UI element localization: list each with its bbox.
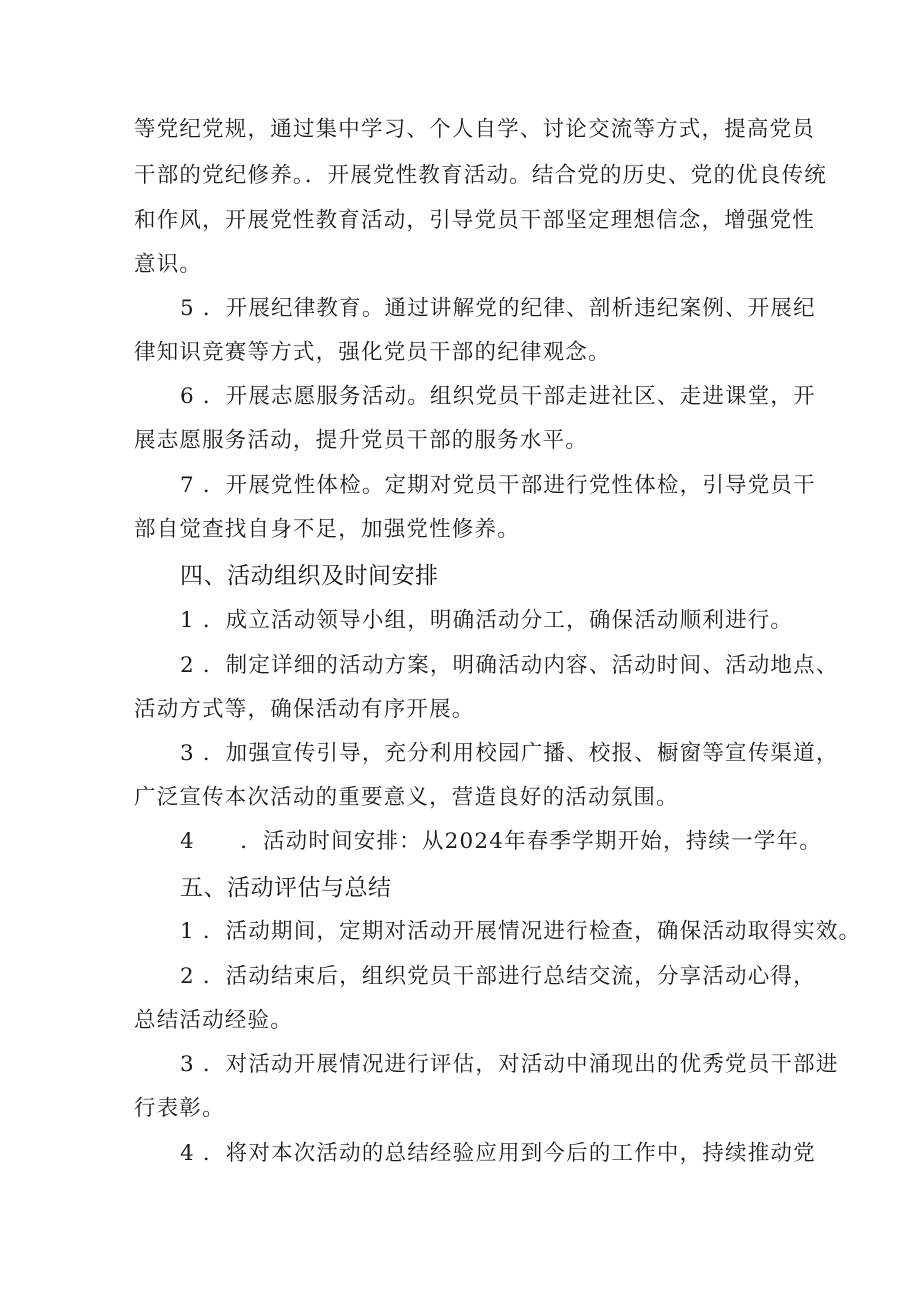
paragraph-line: 等党纪党规，通过集中学习、个人自学、讨论交流等方式，提高党员 [134, 117, 816, 142]
list-item-2: 2 ．制定详细的活动方案，明确活动内容、活动时间、活动地点、 [180, 653, 839, 678]
paragraph-line: 展志愿服务活动，提升党员干部的服务水平。 [134, 428, 589, 453]
list-item-2: 2 ．活动结束后，组织党员干部进行总结交流，分享活动心得， [180, 964, 816, 989]
paragraph-line: 意识。 [134, 252, 203, 277]
section-heading-5: 五、活动评估与总结 [180, 875, 392, 901]
list-item-6: 6 ．开展志愿服务活动。组织党员干部走进社区、走进课堂，开 [180, 384, 816, 409]
list-item-4: 4 ．将对本次活动的总结经验应用到今后的工作中，持续推动党 [180, 1141, 816, 1166]
paragraph-line: 和作风，开展党性教育活动，引导党员干部坚定理想信念，增强党性 [134, 208, 816, 233]
list-item-4: 4 ．活动时间安排：从2024年春季学期开始，持续一学年。 [180, 829, 822, 854]
paragraph-line: 广泛宣传本次活动的重要意义，营造良好的活动氛围。 [134, 785, 679, 810]
paragraph-line: 总结活动经验。 [134, 1008, 293, 1033]
paragraph-line: 部自觉查找自身不足，加强党性修养。 [134, 517, 520, 542]
paragraph-line: 干部的党纪修养。．开展党性教育活动。结合党的历史、党的优良传统 [134, 163, 827, 188]
list-item-1: 1 ．成立活动领导小组，明确活动分工，确保活动顺利进行。 [180, 608, 794, 633]
list-item-3: 3 ．加强宣传引导，充分利用校园广播、校报、橱窗等宣传渠道， [180, 741, 839, 766]
list-item-3: 3 ．对活动开展情况进行评估，对活动中涌现出的优秀党员干部进 [180, 1052, 839, 1077]
list-item-7: 7 ．开展党性体检。定期对党员干部进行党性体检，引导党员干 [180, 473, 816, 498]
list-item-1: 1 ．活动期间，定期对活动开展情况进行检查，确保活动取得实效。 [180, 919, 862, 944]
paragraph-line: 律知识竞赛等方式，强化党员干部的纪律观念。 [134, 340, 611, 365]
paragraph-line: 活动方式等，确保活动有序开展。 [134, 697, 475, 722]
section-heading-4: 四、活动组织及时间安排 [180, 563, 439, 589]
paragraph-line: 行表彰。 [134, 1096, 225, 1121]
list-item-5: 5 ．开展纪律教育。通过讲解党的纪律、剖析违纪案例、开展纪 [180, 296, 816, 321]
